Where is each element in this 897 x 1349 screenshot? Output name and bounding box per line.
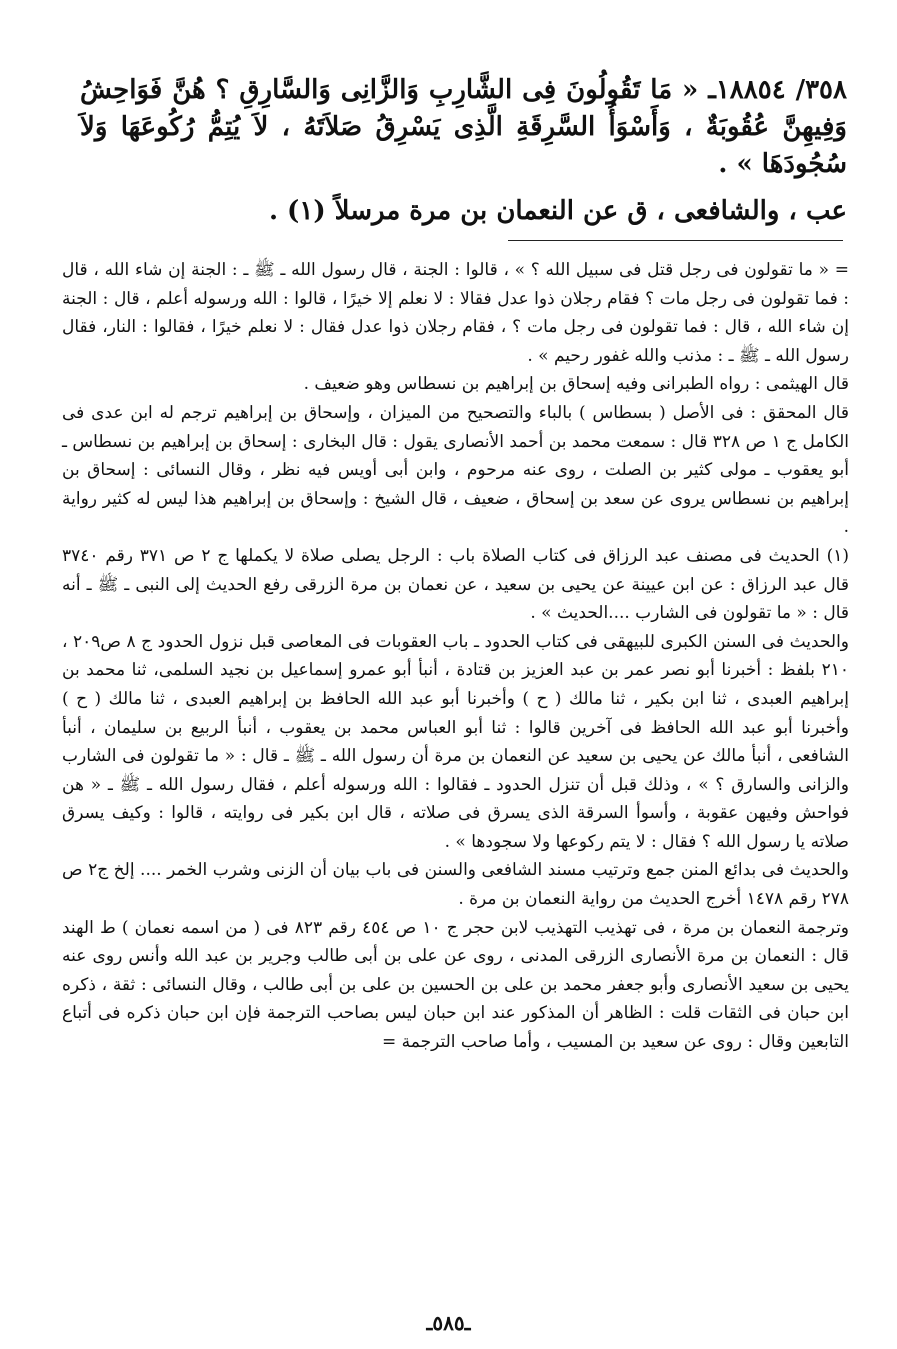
footnote-paragraph: = « ما تقولون فى رجل قتل فى سبيل الله ؟ » ، قالوا : الجنة ، قال رسول الله ـ ﷺ ـ : الجنة إن شاء الله ، قال : فما تقولون فى رجل مات ؟ فقام رجلان ذوا عدل فقالا : لا نعلم إلا خيرًا ، قالوا : الله ورسوله أعلم ، قال : الجنة إن شاء الله ، قال : فما تقولون فى رجل مات ؟ ، فقام رجلان ذوا عدل فقال : لا نعلم خيرًا ، فقالوا : النار، فقال رسول الله ـ ﷺ ـ : مذنب والله غفور رحيم » . [62,260,849,366]
footnote-paragraph: (١) الحديث فى مصنف عبد الرزاق فى كتاب الصلاة باب : الرجل يصلى صلاة لا يكملها ج ٢ ص ٣٧١ رقم ٣٧٤٠ قال عبد الرزاق : عن ابن عيينة عن يحيى بن سعيد ، عن نعمان بن مرة الزرقى رفع الحديث إلى النبى ـ ﷺ ـ أنه قال : « ما تقولون فى الشارب ....الحديث » . [62,545,849,624]
footnote-paragraph: والحديث فى السنن الكبرى للبيهقى فى كتاب الحدود ـ باب العقوبات فى المعاصى قبل نزول الحدود ج ٨ ص٢٠٩ ، ٢١٠ بلفظ : أخبرنا أبو نصر عمر بن عبد العزيز بن قتادة ، أنبأ أبو عمرو إسماعيل بن نجيد السلمى، ثنا محمد بن إبراهيم العبدى ، ثنا ابن بكير ، ثنا مالك ( ح ) وأخبرنا أبو عبد الله الحافظ بن إبراهيم العبدى ، ثنا مالك ( ح ) وأخبرنا أبو عبد الله الحافظ فى آخرين قالوا : ثنا أبو العباس محمد بن يعقوب ، أنبأ الربيع بن سليمان ، أنبأ الشافعى ، أنبأ مالك عن يحيى بن سعيد عن النعمان بن مرة أن رسول الله ـ ﷺ ـ قال : « ما تقولون فى الشارب والزانى والسارق ؟ » ، وذلك قبل أن تنزل الحدود ـ فقالوا : الله ورسوله أعلم ، فقال رسول الله ـ ﷺ ـ « هن فواحش وفيهن عقوبة ، وأسوأ السرقة الذى يسرق فى صلاته ، قال ابن بكير فى روايته ، قالوا : وكيف يسرق صلاته يا رسول الله ؟ فقال : لا يتم ركوعها ولا سجودها » . [62,631,850,852]
hadith-block [80,72,847,230]
page-number: ـ٥٨٥ـ [426,1311,471,1335]
footnote-separator [508,240,843,241]
footnote-paragraph: وترجمة النعمان بن مرة ، فى تهذيب التهذيب لابن حجر ج ١٠ ص ٤٥٤ رقم ٨٢٣ فى ( من اسمه نعمان ) ط الهند قال : النعمان بن مرة الأنصارى الزرقى المدنى ، روى عن على بن أبى طالب وجرير بن عبد الله وأنس روى عنه يحيى بن سعيد الأنصارى وأبو جعفر محمد بن على بن الحسين بن على بن أبى طالب ، وقال النسائى : ثقة ، ذكره ابن حبان فى الثقات قلت : الظاهر أن المذكور عند ابن حبان ليس بصاحب الترجمة فإن ابن حبان ذكره فى أتباع التابعين وقال : روى عن سعيد بن المسيب ، وأما صاحب الترجمة = [62,917,850,1053]
footnotes [62,256,849,1057]
hadith-text: ٣٥٨/ ١٨٨٥٤ـ « مَا تَقُولُونَ فِى الشَّارِبِ وَالزَّانِى وَالسَّارِقِ ؟ هُنَّ فَوَاحِشُ وَفِيهِنَّ عُقُوبَةٌ ، وَأَسْوَأُ السَّرِقَةِ الَّذِى يَسْرِقُ صَلاَتَهُ ، لاَ يُتِمُّ رُكُوعَهَا وَلاَ سُجُودَهَا » . [80,75,847,179]
hadith-source: عب ، والشافعى ، ق عن النعمان بن مرة مرسلاً (١) . [268,196,847,226]
footnote-paragraph: قال الهيثمى : رواه الطبرانى وفيه إسحاق بن إبراهيم بن نسطاس وهو ضعيف . [303,374,849,395]
footnote-paragraph: قال المحقق : فى الأصل ( بسطاس ) بالباء والتصحيح من الميزان ، وإسحاق بن إبراهيم ترجم له ابن عدى فى الكامل ج ١ ص ٣٢٨ قال : سمعت محمد بن أحمد الأنصارى يقول : قال البخارى : إسحاق بن إبراهيم بن نسطاس ـ أبو يعقوب ـ مولى كثير بن الصلت ، روى عنه مرحوم ، وابن أبى أويس فيه نظر ، وقال النسائى : إسحاق بن إبراهيم بن نسطاس يروى عن سعد بن إسحاق ، ضعيف ، قال الشيخ : وإسحاق بن إبراهيم هذا ليس له كثير رواية . [62,402,849,538]
footnote-paragraph: والحديث فى بدائع المنن جمع وترتيب مسند الشافعى والسنن فى باب بيان أن الزنى وشرب الخمر .... إلخ ج٢ ص ٢٧٨ رقم ١٤٧٨ أخرج الحديث من رواية النعمان بن مرة . [62,860,849,910]
